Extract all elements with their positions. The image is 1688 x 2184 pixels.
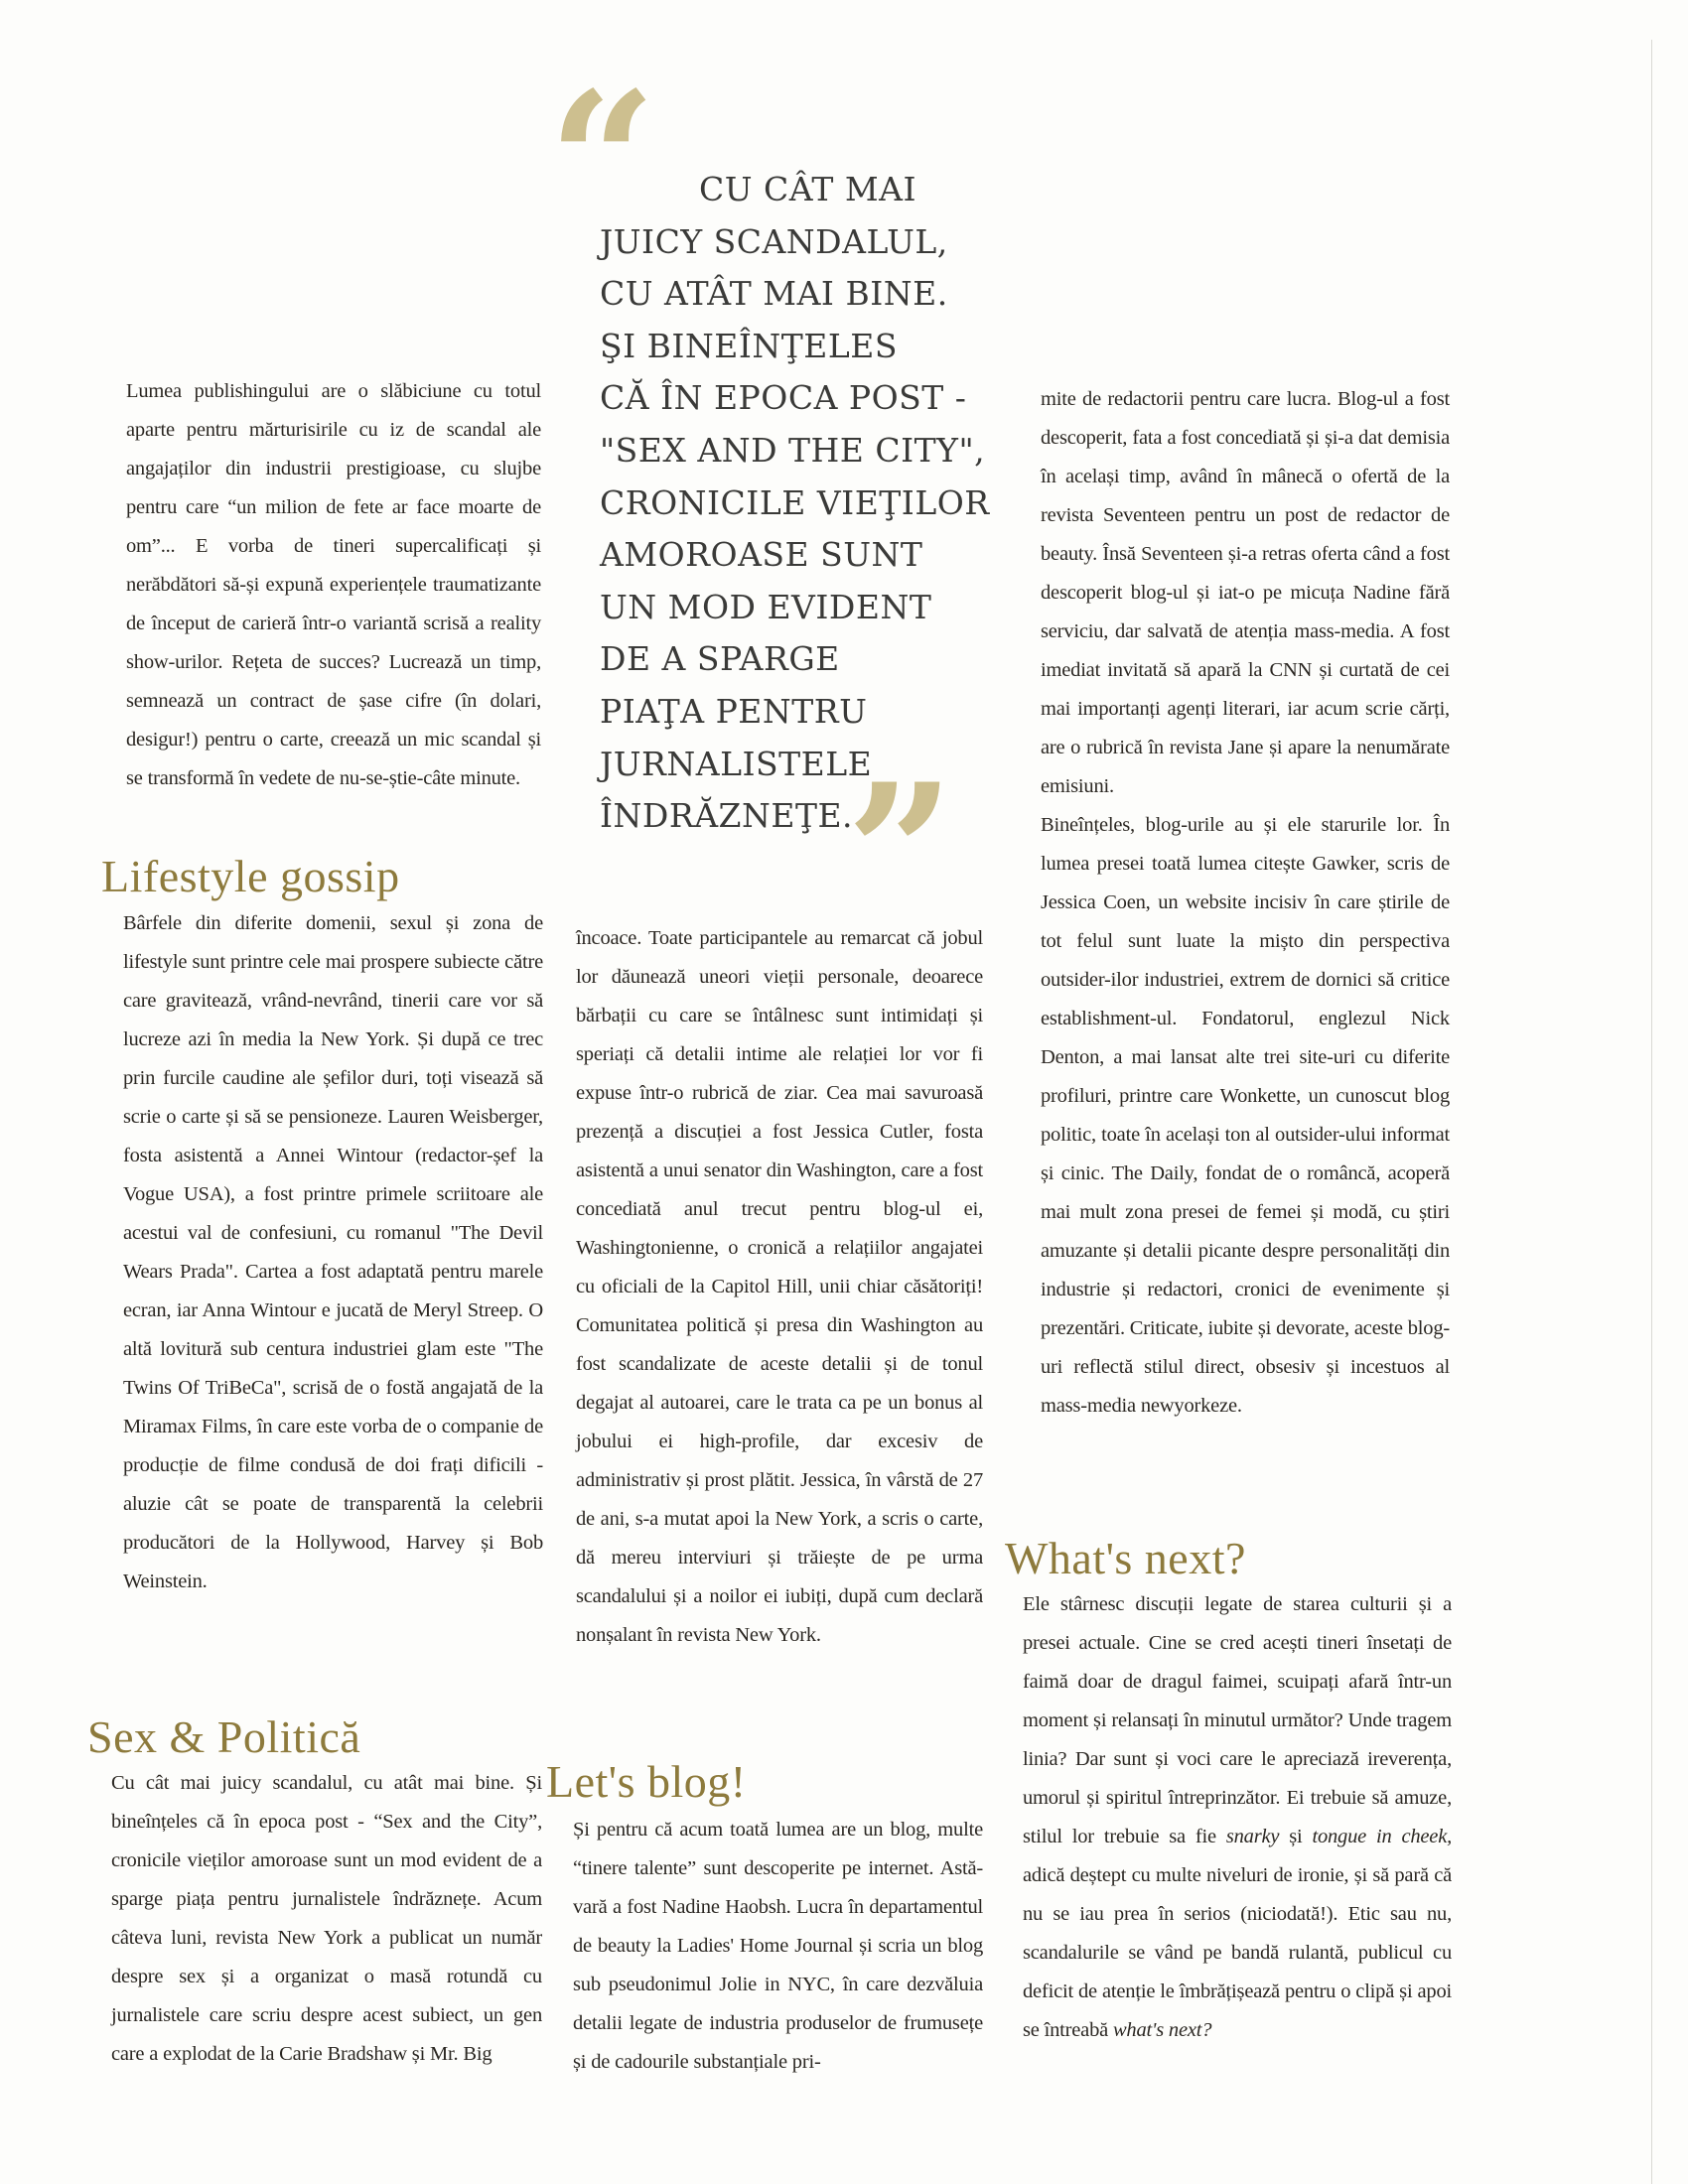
whats-next-text-part: și <box>1279 1826 1313 1847</box>
heading-lets-blog: Let's blog! <box>546 1756 747 1807</box>
pull-quote-line: CĂ ÎN EPOCA POST - <box>600 378 967 418</box>
pull-quote-line: AMOROASE SUNT <box>600 535 923 575</box>
column-2-continued-text: încoace. Toate participantele au remarcat că jobul lor dăunează uneori vieții personale, deoarece bărbații cu care se întâlnesc sunt intimidați și speriați că detalii intime ale relației lor vor fi expuse într-o rubrică de ziar. Cea mai savuroasă prezență a discuției a fost Jessica Cutler, fosta asistentă a unui senator din Washington, care a fost concediată anul trecut pentru blog-ul ei, Washingtonienne, o cronică a relațiilor angajatei cu oficiali de la Capitol Hill, unii chiar căsătoriți! Comunitatea politică și presa din Washington au fost scandalizate de aceste detalii și de tonul degajat al autoarei, care le trata ca pe un bonus al jobului ei high-profile, dar excesiv de administrativ și prost plătit. Jessica, în vârstă de 27 de ani, s-a mutat apoi la New York, a scris o carte, dă mereu interviuri și trăiește de pe urma scandalului și a noilor ei iubiți, după cum declară nonșalant în revista New York. <box>576 927 983 1646</box>
heading-sex-politica: Sex & Politică <box>87 1711 361 1762</box>
column-3 <box>1041 380 1450 1426</box>
whats-next-text-part: Ele stârnesc discuții legate de starea culturii și a presei actuale. Cine se cred acești tineri însetați de faimă doar de dragul faimei, scuipați afară într-un moment și relansați în minutul următor? Unde tragem linia? Dar sunt și voci care le apreciază ireverența, umorul și spiritul întreprinzător. Ei trebuie să amuze, stilul lor trebuie sa fie <box>1023 1593 1452 1847</box>
column-3-paragraph-2: Bineînțeles, blog-urile au și ele starurile lor. În lumea presei toată lumea citește Gawker, scris de Jessica Coen, un website incisiv în care știrile de tot felul sunt luate la mișto din perspectiva outsider-ilor industriei, extrem de dornici să critice establishment-ul. Fondatorul, englezul Nick Denton, a mai lansat alte trei site-uri cu diferite profiluri, printre care Wonkette, un cunoscut blog politic, toate în același ton al outsider-ului informat și cinic. The Daily, fondat de o româncă, acoperă mai mult zona presei de femei și modă, cu știri amuzante și detalii picante despre personalități din industrie și redactori, cronici de evenimente și prezentări. Criticate, iubite și devorate, aceste blog-uri reflectă stilul direct, obsesiv și incestuos al mass-media newyorkeze. <box>1041 814 1450 1417</box>
whats-next-text-part: adică deștept cu multe niveluri de ironie, și să pară că nu se iau prea în serios (niciodată!). Etic sau nu, scandalurile se vând pe bandă rulantă, publicul cu deficit de atenție le îmbrățișează pentru o clipă și apoi se întreabă <box>1023 1864 1452 2041</box>
column-1 <box>126 372 541 798</box>
column-2 <box>576 919 983 1655</box>
lifestyle-gossip-text: Bârfele din diferite domenii, sexul și zona de lifestyle sunt printre cele mai prospere subiecte către care gravitează, vrând-nevrând, tinerii care vor să lucreze azi în media la New York. Și după ce trec prin furcile caudine ale șefilor duri, toți visează să scrie o carte și să se pensioneze. Lauren Weisberger, fosta asistentă a Annei Wintour (redactor-șef la Vogue USA), a fost printre primele scriitoare ale acestui val de confesiuni, cu romanul "The Devil Wears Prada". Cartea a fost adaptată pentru marele ecran, iar Anna Wintour e jucată de Meryl Streep. O altă lovitură sub centura industriei glam este "The Twins Of TriBeCa", scrisă de o fostă angajată de la Miramax Films, în care este vorba de o companie de producție de filme condusă de doi frați dificili - aluzie cât se poate de transparentă la celebrii producători de la Hollywood, Harvey și Bob Weinstein. <box>123 912 543 1592</box>
italic-term-whats-next: what's next? <box>1112 2019 1212 2041</box>
pull-quote-line: DE A SPARGE <box>600 639 840 679</box>
open-quote-icon: “ <box>548 51 657 272</box>
heading-lifestyle-gossip: Lifestyle gossip <box>101 851 400 901</box>
section-lifestyle-gossip <box>101 852 543 1601</box>
pull-quote-line: UN MOD EVIDENT <box>600 587 932 626</box>
page-edge-line <box>1651 40 1652 2184</box>
pull-quote-line: ŞI BINEÎNŢELES <box>600 326 899 365</box>
pull-quote-line: PIAŢA PENTRU <box>600 691 868 731</box>
pull-quote-line: JUICY SCANDALUL, <box>600 221 948 261</box>
pull-quote-line: "SEX AND THE CITY", <box>600 430 986 470</box>
close-quote-icon: ” <box>846 743 955 964</box>
section-sex-politica <box>87 1712 542 2074</box>
pull-quote-line: CRONICILE VIEŢILOR <box>600 482 990 522</box>
pull-quote-line: CU ATÂT MAI BINE. <box>600 274 948 314</box>
pull-quote <box>600 164 1017 843</box>
pull-quote-line: CU CÂT MAI <box>699 170 916 208</box>
sex-politica-text: Cu cât mai juicy scandalul, cu atât mai bine. Și bineînțeles că în epoca post - “Sex and the City”, cronicile vieților amoroase sunt un mod evident de a sparge piața pentru jurnalistele îndrăznețe. Acum câteva luni, revista New York a publicat un număr despre sex și a organizat o masă rotundă cu jurnalistele care scriu despre acest subiect, un gen care a explodat de la Carie Bradshaw și Mr. Big <box>111 1772 542 2065</box>
column-3-continued-text: mite de redactorii pentru care lucra. Blog-ul a fost descoperit, fata a fost concediată și și-a dat demisia în același timp, având în mânecă o ofertă de la revista Seventeen pentru un post de redactor de beauty. Însă Seventeen și-a retras oferta când a fost descoperit blog-ul și iat-o pe micuța Nadine fără serviciu, dar salvată de atenția mass-media. A fost imediat invitată să apară la CNN și curtată de cei mai importanți agenți literari, iar acum scrie cărți, are o rubrică în revista Jane și apare la nenumărate emisiuni. <box>1041 388 1450 797</box>
section-whats-next <box>1005 1534 1452 2050</box>
whats-next-text <box>1023 1585 1452 2050</box>
italic-term-tongue-in-cheek: tongue in cheek, <box>1312 1826 1453 1847</box>
italic-term-snarky: snarky <box>1225 1826 1280 1847</box>
heading-whats-next: What's next? <box>1005 1533 1246 1583</box>
pull-quote-line: ÎNDRĂZNEŢE. <box>600 796 854 836</box>
section-lets-blog <box>546 1757 983 2082</box>
lets-blog-text: Și pentru că acum toată lumea are un blog, multe “tinere talente” sunt descoperite pe internet. Astă-vară a fost Nadine Haobsh. Lucra în departamentul de beauty la Ladies' Home Journal și scria un blog sub pseudonimul Jolie in NYC, în care dezvăluia detalii legate de industria produselor de frumusețe și de cadourile substanțiale pri- <box>573 1819 983 2073</box>
intro-paragraph: Lumea publishingului are o slăbiciune cu totul aparte pentru mărturisirile cu iz de scandal ale angajaților din industrii prestigioase, cu slujbe pentru care “un milion de fete ar face moarte de om”... E vorba de tineri supercalificați și nerăbdători să-și expună experiențele traumatizante de început de carieră într-o variantă scrisă a reality show-urilor. Rețeta de succes? Lucrează un timp, semnează un contract de șase cifre (în dolari, desigur!) pentru o carte, creează un mic scandal și se transformă în vedete de nu-se-știe-câte minute. <box>126 380 541 789</box>
pull-quote-line: JURNALISTELE <box>600 744 873 783</box>
